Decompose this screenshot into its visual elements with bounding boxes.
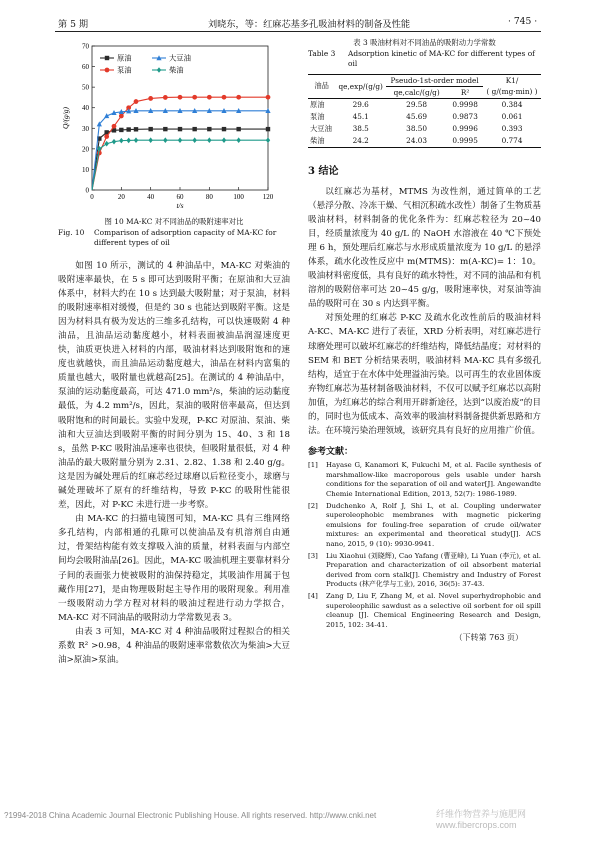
figure-10-caption-en [58, 228, 290, 249]
table-cell: 泵油 [310, 111, 325, 121]
data-point [163, 95, 168, 100]
data-point [178, 95, 183, 100]
series-circle [92, 95, 270, 190]
data-point [104, 141, 108, 147]
site-watermark: 纤维作物营养与施肥网 www.fibercrops.com [436, 809, 527, 830]
table-header-r2: R² [460, 87, 470, 97]
table-header-model: Pseudo-1st-order model [386, 74, 483, 86]
data-point [192, 137, 196, 143]
x-tick-label: 120 [262, 193, 274, 201]
data-point [222, 95, 227, 100]
data-point [207, 137, 211, 143]
y-tick-label: 70 [82, 42, 89, 51]
data-point [134, 99, 139, 104]
x-tick-label: 0 [90, 193, 94, 201]
conclusion-paragraph-1: 以红麻芯为基材，MTMS 为改性剂，通过简单的工艺（悬浮分散、冷冻干燥、气相沉积疏水改性）制备了生物质基吸油材料，材料制备的优化条件为：红麻芯粒径为 20~40 目，经质量浓度为 40 g/L 的 NaOH 水溶液在 40 ℃下预处理 6 h，预处理后红麻芯与水形成质量浓度为 10 g/L 的悬浮体系，疏水化改性反应中 m(MTMS)：m(A-KC)= 1：10。吸油材料密度低，具有良好的疏水特性，对不同的油品和有机溶剂的吸附倍率可达 20~45 g/g，吸附速率快，对泵油等油品的吸附可在 30 s 内达到平衡。 [308, 186, 544, 310]
reference-item [308, 461, 541, 499]
data-point [148, 127, 152, 131]
figure-10-text-en: Comparison of adsorption capacity of MA-KC for different types of oil [94, 227, 277, 247]
y-axis-label: Q/(g/g) [61, 106, 70, 130]
y-tick-label: 40 [82, 104, 89, 113]
reference-number: [2] [308, 501, 318, 510]
data-point [119, 138, 123, 144]
reference-number: [4] [308, 591, 318, 600]
y-tick-label: 50 [82, 83, 89, 92]
reference-number: [1] [308, 461, 318, 470]
table-row [308, 123, 541, 135]
y-tick-label: 10 [82, 165, 89, 174]
table-cell: 29.6 [352, 100, 369, 109]
data-point [236, 127, 240, 131]
series-square [92, 127, 270, 190]
table-cell: 38.50 [406, 124, 428, 133]
y-tick-label: 60 [82, 63, 89, 72]
table-3-text-en: Adsorption kinetic of MA-KC for different types of oil [348, 48, 535, 68]
reference-text: Zang D, Liu F, Zhang M, et al. Novel superhydrophobic and superoleophilic sawdust as a selective oil sorbent for oil spill cleanup [J]. Chemical Engineering Research and Design, 2015, 102: 34-41. [326, 591, 541, 629]
issue-number: 第 5 期 [58, 19, 89, 30]
references-heading: 参考文献： [308, 447, 354, 458]
data-point [119, 114, 124, 119]
table-cell: 24.03 [406, 136, 428, 145]
running-header [0, 0, 595, 36]
table-header-k-unit: ( g/(mg·min) ) [486, 87, 538, 97]
reference-item [308, 502, 541, 550]
reference-item [308, 592, 541, 630]
data-point [178, 137, 182, 143]
data-point [266, 127, 270, 131]
table-cell: 柴油 [310, 135, 325, 145]
table-header-qexp: qe,exp/(g/g) [335, 74, 386, 98]
table-3-title-en [308, 49, 541, 70]
legend-item [100, 66, 132, 75]
figure-10-caption-cn: 图 10 MA-KC 对不同油品的吸附速率对比 [104, 217, 244, 226]
data-point [134, 127, 138, 131]
table-cell: 0.9996 [452, 124, 478, 133]
data-point [126, 127, 130, 131]
data-point [104, 134, 109, 139]
page-number: · 745 · [508, 16, 538, 27]
table-header-oil: 油品 [308, 74, 335, 98]
table-cell: 45.1 [352, 112, 369, 121]
chart-marks [92, 95, 271, 190]
table-row [308, 111, 541, 123]
paragraph-figure-discussion: 如图 10 所示，测试的 4 种油品中，MA-KC 对柴油的吸附速率最快，在 5 s 即可达到吸附平衡；在原油和大豆油体系中，材料大约在 10 s 达到最大吸附量；对于泵油，材料的吸附速率相对缓慢，但是约 30 s 也能达到吸附平衡。这是因为材料具有极为发达的三维多孔结构，可以快速吸附 4 种油品，且油品运动黏度越小，材料表面被油品润湿速度更快，油质更快进入材料的内部，吸油材料达到吸附饱和的速度也就越快，而且油品运动黏度越大，油品在材料内富集的质量也越大，吸附量也就越高[25]。在测试的 4 种油品中，泵油的运动黏度最高，可达 471.0 mm²/s，柴油的运动黏度最低，为 4.2 mm²/s，因此，泵油的吸附倍率最高，但达到吸附饱和的时间最长。实验中发现，P-KC 对原油、泵油、柴油和大豆油达到吸附平衡的时间分别为 15、40、3 和 18 s，虽然 P-KC 吸附油品速率也很快，但吸附量很低，对 4 种油品的最大吸附量分别为 2.31、2.82、1.38 和 2.40 g/g。这是因为碱处理后的红麻芯经过球磨以后粒径变小，球磨与碱处理破坏了原有的纤维结构，导致 P-KC 的吸附性能很差，因此，对 P-KC 未进行进一步考察。 [58, 260, 293, 511]
figure-10-chart [58, 40, 290, 215]
legend-label: 柴油 [169, 65, 184, 75]
legend-label: 原油 [117, 53, 132, 63]
table-cell: 0.9998 [452, 100, 478, 109]
data-point [112, 139, 116, 145]
reference-item [308, 552, 541, 590]
data-point [178, 127, 182, 131]
table-cell: 0.061 [501, 112, 523, 121]
conclusion-paragraph-2: 对预处理的红麻芯 P-KC 及疏水化改性前后的吸油材料 A-KC、MA-KC 进行了表征，XRD 分析表明，对红麻芯进行球磨处理可以破坏红麻芯的纤维结构，降低结晶度；对材料的 SEM 和 BET 分析结果表明，吸油材料 MA-KC 具有多级孔结构，适宜于在水体中处理溢油污染。以可再生的农业固体废弃物红麻芯为基材制备吸油材料，不仅可以赋予红麻芯以高附加值，为红麻芯的综合利用开辟新途径，达到“以废治废”的目的，同时也为低成本、高效率的吸油材料制备提供新思路和方法。在环境污染治理领域，该研究具有良好的应用推广价值。 [308, 313, 544, 437]
y-tick-label: 30 [82, 124, 89, 133]
x-tick-label: 60 [176, 193, 184, 201]
chart-legend [100, 54, 191, 75]
left-column [58, 38, 293, 667]
table-cell: 0.393 [501, 124, 523, 133]
y-tick-label: 0 [85, 186, 89, 195]
legend-label: 大豆油 [169, 53, 191, 63]
table-cell: 45.69 [406, 112, 428, 121]
legend-label: 泵油 [117, 65, 132, 75]
x-tick-label: 20 [117, 193, 125, 201]
data-point [266, 95, 271, 100]
data-point [236, 95, 241, 100]
legend-item [100, 54, 132, 63]
table-row [308, 135, 541, 148]
continued-note: （下转第 763 页） [454, 633, 523, 643]
table-header-qcalc: qe,calc/(g/g) [393, 87, 440, 97]
data-point [148, 96, 153, 101]
right-column [308, 38, 544, 643]
data-point [236, 137, 240, 143]
x-tick-label: 80 [205, 193, 213, 201]
table-cell: 大豆油 [310, 123, 332, 133]
section-3-heading: 3 结论 [308, 165, 339, 177]
data-point [157, 67, 161, 73]
table-cell: 0.9995 [452, 136, 478, 145]
x-axis-label: t/s [176, 201, 184, 210]
data-point [222, 127, 226, 131]
reference-list [308, 461, 541, 630]
series-line [92, 111, 268, 190]
table-cell: 24.2 [352, 136, 369, 145]
reference-text: Liu Xiaohui (刘晓辉), Cao Yafang (曹亚峰), Li Yuan (李元), et al. Preparation and characterization of oil absorbent material derived from corn stalk[J]. Chemistry and Industry of Forest Products (林产化学与工业), 2016, 36(5): 37-43. [326, 551, 541, 589]
data-point [192, 127, 196, 131]
data-point [119, 128, 123, 132]
data-point [192, 95, 197, 100]
reference-text: Hayase G, Kanamori K, Fukuchi M, et al. Facile synthesis of marshmallow-like macroporous gels usable under harsh conditions for the separation of oil and water[J]. Angewandte Chemie International Edition, 2013, 52(7): 1986-1989. [326, 461, 541, 498]
table-3 [308, 74, 541, 148]
data-point [222, 137, 226, 143]
table-3-label-en: Table 3 [308, 48, 336, 58]
table-row [308, 98, 541, 111]
table-cell: 0.774 [501, 136, 523, 145]
legend-item [152, 66, 184, 75]
data-point [148, 137, 152, 143]
data-point [207, 127, 211, 131]
x-tick-label: 40 [147, 193, 155, 201]
data-point [266, 137, 270, 143]
legend-item [152, 54, 191, 63]
data-point [134, 137, 138, 143]
data-point [105, 56, 109, 60]
table-cell: 0.9873 [452, 112, 478, 121]
series-line [92, 140, 268, 190]
table-cell: 38.5 [352, 124, 369, 133]
reference-number: [3] [308, 551, 318, 560]
data-point [207, 95, 212, 100]
paragraph-table-discussion: 由表 3 可知，MA-KC 对 4 种油品吸附过程拟合的相关系数 R² >0.98，4 种油品的吸附速率常数依次为柴油>大豆油>原油>泵油。 [58, 626, 290, 666]
table-header-k: K1/ [505, 75, 519, 85]
table-cell: 原油 [310, 99, 325, 109]
copyright-notice: ?1994-2018 China Academic Journal Electronic Publishing House. All rights reserved. http://www.cnki.net [4, 811, 377, 820]
figure-10-label-en: Fig. 10 [58, 227, 85, 237]
header-rule [55, 31, 541, 32]
running-title: 刘晓东，等：红麻芯基多孔吸油材料的制备及性能 [208, 19, 411, 30]
data-point [126, 138, 130, 144]
series-diamond [92, 137, 270, 190]
data-point [163, 137, 167, 143]
data-point [105, 68, 110, 73]
y-tick-label: 20 [82, 145, 89, 154]
data-point [112, 124, 117, 129]
table-cell: 0.384 [501, 100, 523, 109]
x-tick-label: 100 [233, 193, 244, 201]
table-cell: 29.58 [406, 100, 428, 109]
data-point [163, 127, 167, 131]
table-3-title-cn: 表 3 吸油材料对不同油品的吸附动力学常数 [353, 38, 496, 47]
reference-text: Dudchenko A, Rolf J, Shi L, et al. Coupling underwater superoleophobic membranes with magnetic pickering emulsions for fouling-free separation of crude oil/water mixtures: an experimental and theoretical study[J]. ACS nano, 2015, 9 (10): 9930-9941. [326, 501, 541, 548]
paragraph-mechanism: 由 MA-KC 的扫描电镜图可知，MA-KC 具有三维网络多孔结构，内部相通的孔隙可以使油品及有机溶剂自由通过，骨架结构能有效支撑吸入油的质量，材料表面与内部空间均会吸附油品[26]。因此，MA-KC 吸油机理主要靠材料分子间的表面张力使被吸附的油保持稳定，其吸油作用属于包藏作用[27]，是由物理吸附起主导作用的吸附现象。利用准一级吸附动力学方程对材料的吸油过程进行动力学拟合，MA-KC 对不同油品的吸附动力学常数见表 3。 [58, 514, 290, 623]
